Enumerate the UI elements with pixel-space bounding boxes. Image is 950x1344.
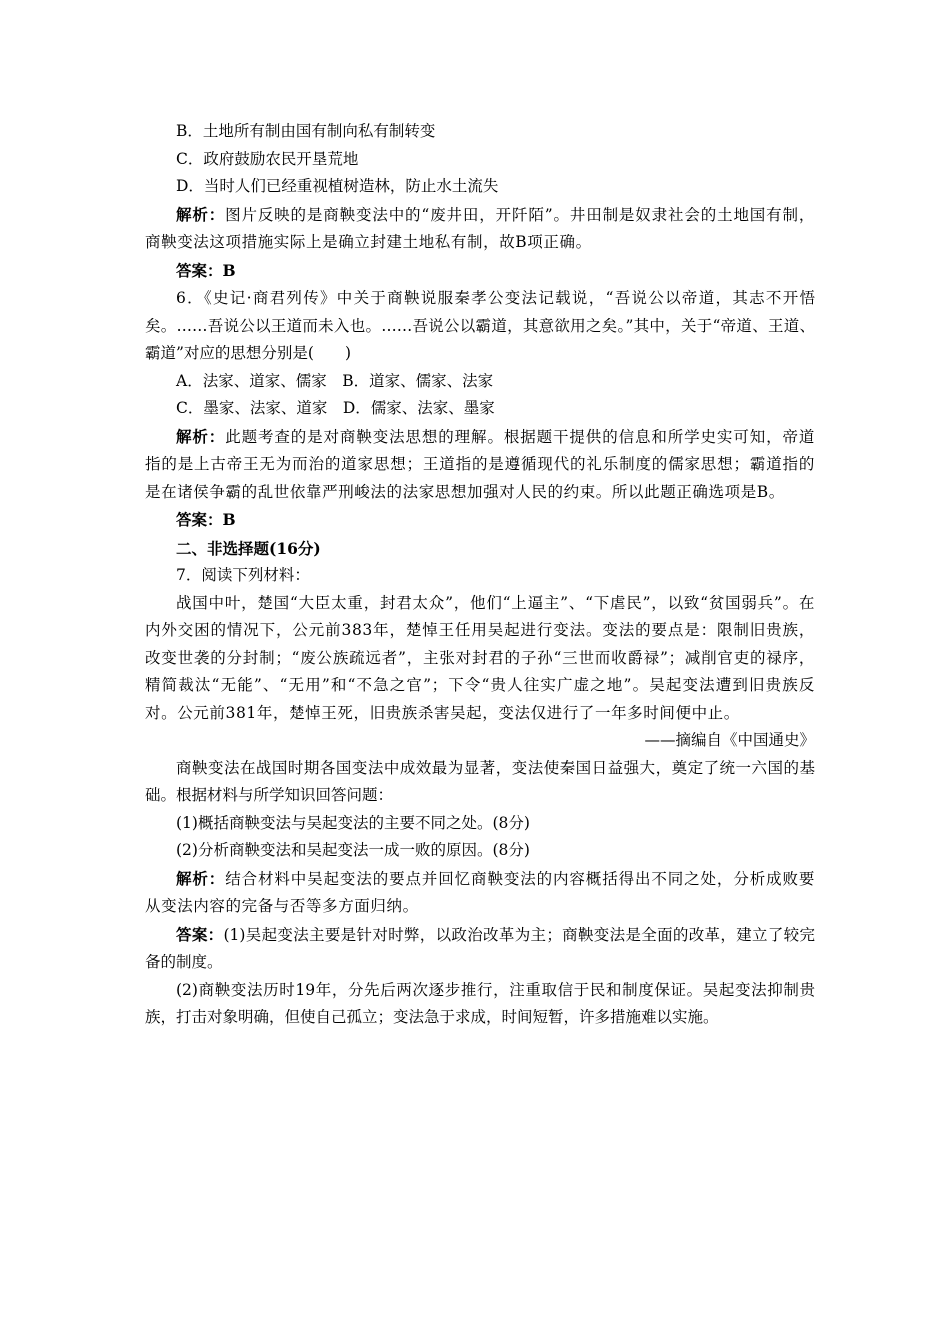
answer-label: 答案： (176, 510, 223, 529)
q7-answer-2: (2)商鞅变法历时19年，分先后两次逐步推行，注重取信于民和制度保证。吴起变法抑制贵族，打击对象明确，但使自己孤立；变法急于求成，时间短暂，许多措施难以实施。 (145, 980, 815, 1026)
q6-options-ab: A．法家、道家、儒家 B．道家、儒家、法家 (176, 371, 494, 390)
q7-analysis (145, 865, 815, 921)
answer-label: 答案： (176, 260, 223, 280)
answer-value: B (222, 510, 236, 529)
answer-text: (1)吴起变法主要是针对时弊，以政治改革为主；商鞅变法是全面的改革，建立了较完备的制度。 (145, 925, 815, 971)
answer-value: B (222, 260, 236, 280)
answer-label: 答案： (176, 924, 224, 944)
q6-answer (145, 506, 815, 535)
q6-options-cd: C．墨家、法家、道家 D．儒家、法家、墨家 (176, 399, 495, 417)
q5-option-d: D．当时人们已经重视植树造林，防止水土流失 (176, 177, 499, 195)
document-page (145, 118, 815, 1032)
analysis-label: 解析： (176, 426, 226, 446)
q7-context: 商鞅变法在战国时期各国变法中成效最为显著，变法使秦国日益强大，奠定了统一六国的基础。根据材料与所学知识回答问题： (145, 758, 815, 804)
q7-answer-1 (145, 921, 815, 977)
q5-answer (145, 257, 815, 286)
analysis-text: 此题考查的是对商鞅变法思想的理解。根据题干提供的信息和所学史实可知，帝道指的是上古帝王无为而治的道家思想；王道指的是遵循现代的礼乐制度的儒家思想；霸道指的是在诸侯争霸的乱世依靠严刑峻法的法家思想加强对人民的约束。所以此题正确选项是B。 (145, 427, 815, 501)
q7-material: 战国中叶，楚国“大臣太重，封君太众”，他们“上逼主”、“下虐民”，以致“贫国弱兵”。在内外交困的情况下，公元前383年，楚悼王任用吴起进行变法。变法的要点是：限制旧贵族，改变世袭的分封制；“废公族疏远者”，主张对封君的子孙“三世而收爵禄”；减削官吏的禄序，精简裁汰“无能”、“无用”和“不急之官”；下令“贵人往实广虚之地”。吴起变法遭到旧贵族反对。公元前381年，楚悼王死，旧贵族杀害吴起，变法仅进行了一年多时间便中止。 (145, 593, 815, 722)
analysis-text: 结合材料中吴起变法的要点并回忆商鞅变法的内容概括得出不同之处，分析成败要从变法内容的完备与否等多方面归纳。 (145, 869, 815, 915)
q7-subquestion-2: (2)分析商鞅变法和吴起变法一成一败的原因。(8分) (176, 841, 530, 859)
analysis-label: 解析： (176, 868, 226, 888)
analysis-text: 图片反映的是商鞅变法中的“废井田，开阡陌”。井田制是奴隶社会的土地国有制，商鞅变法这项措施实际上是确立封建土地私有制，故B项正确。 (145, 205, 815, 251)
q6-stem: 6．《史记·商君列传》中关于商鞅说服秦孝公变法记载说，“吾说公以帝道，其志不开悟矣。……吾说公以王道而未入也。……吾说公以霸道，其意欲用之矣。”其中，关于“帝道、王道、霸道”对应的思想分别是( ) (145, 289, 815, 362)
q5-option-c: C．政府鼓励农民开垦荒地 (176, 149, 359, 168)
analysis-label: 解析： (176, 204, 226, 224)
section-2-title: 二、非选择题(16分) (176, 538, 321, 558)
q5-option-b: B．土地所有制由国有制向私有制转变 (176, 122, 436, 140)
q7-intro: 7．阅读下列材料： (176, 566, 310, 584)
q5-analysis (145, 201, 815, 257)
q7-source: ——摘编自《中国通史》 (644, 731, 815, 749)
q7-subquestion-1: (1)概括商鞅变法与吴起变法的主要不同之处。(8分) (176, 813, 530, 832)
q6-analysis (145, 423, 815, 507)
